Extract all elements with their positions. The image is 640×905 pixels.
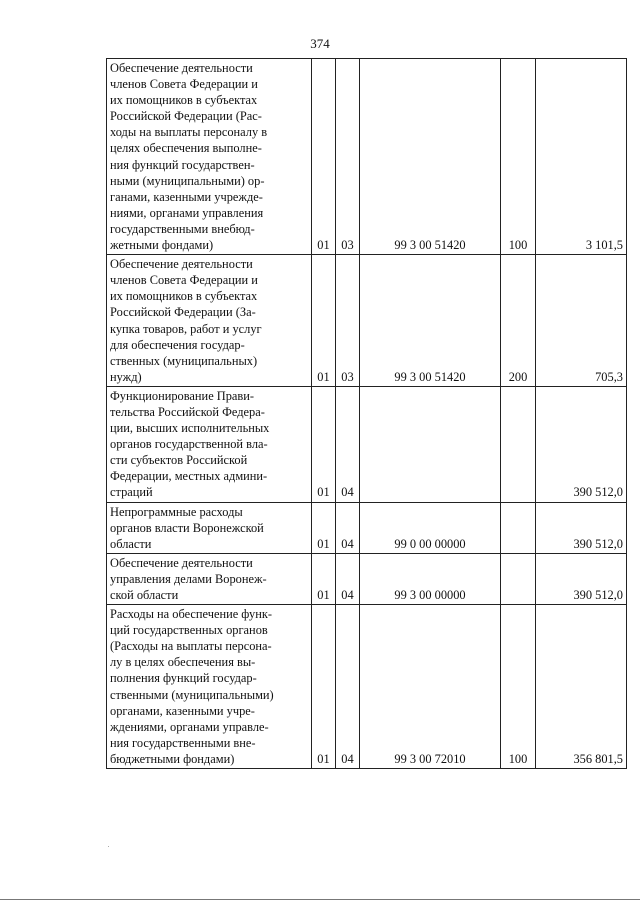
target-article-cell <box>360 386 501 502</box>
subsection-code-cell: 04 <box>336 553 360 604</box>
expense-name-line: страций <box>110 485 153 500</box>
expense-name-line: сти субъектов Российской <box>110 453 248 468</box>
table-body <box>107 59 627 769</box>
target-article-cell: 99 3 00 51420 <box>360 255 501 387</box>
expense-type-cell: 100 <box>501 59 536 255</box>
section-code-cell: 01 <box>312 605 336 769</box>
section-code-cell: 01 <box>312 255 336 387</box>
expense-name-line: области <box>110 536 152 551</box>
amount-cell: 390 512,0 <box>536 386 627 502</box>
expense-name-line: ственных (муниципальных) <box>110 353 258 368</box>
subsection-code-cell: 04 <box>336 502 360 553</box>
table-row <box>107 255 627 387</box>
expense-name-cell <box>107 59 312 255</box>
expense-name-line: для обеспечения государ- <box>110 337 245 352</box>
expense-name-line: Расходы на обеспечение функ- <box>110 607 272 622</box>
page-bottom-edge <box>0 899 640 900</box>
expense-name-line: членов Совета Федерации и <box>110 77 258 92</box>
expense-name-line: государственными внебюд- <box>110 221 255 236</box>
expense-name-cell <box>107 502 312 553</box>
expense-type-cell <box>501 502 536 553</box>
expense-name-line: ниями, органами управления <box>110 205 264 220</box>
expense-name-line: их помощников в субъектах <box>110 93 258 108</box>
amount-cell: 390 512,0 <box>536 502 627 553</box>
table-row <box>107 386 627 502</box>
expense-name-line: Обеспечение деятельности <box>110 257 253 272</box>
target-article-cell: 99 3 00 51420 <box>360 59 501 255</box>
expense-name-line: бюджетными фондами) <box>110 751 235 766</box>
expense-name-line: ственными (муниципальными) <box>110 687 274 702</box>
expense-type-cell <box>501 386 536 502</box>
expense-name-line: управления делами Воронеж- <box>110 571 267 586</box>
expense-name-line: ганами, казенными учрежде- <box>110 189 263 204</box>
expense-name-line: ния государственными вне- <box>110 735 256 750</box>
expense-name-line: органами, казенными учре- <box>110 703 255 718</box>
expense-name-line: жетными фондами) <box>110 238 214 253</box>
subsection-code-cell: 03 <box>336 59 360 255</box>
expense-name-line: ской области <box>110 588 179 602</box>
expense-name-line: целях обеспечения выполне- <box>110 141 262 156</box>
expense-name-line: Обеспечение деятельности <box>110 555 253 570</box>
amount-cell: 356 801,5 <box>536 605 627 769</box>
page-number: 374 <box>310 36 330 51</box>
expense-name-line: Российской Федерации (Рас- <box>110 109 262 124</box>
expense-name-line: нужд) <box>110 369 142 384</box>
expense-name-line: органов государственной вла- <box>110 437 268 452</box>
expense-name-line: ждениями, органами управле- <box>110 719 269 734</box>
section-code-cell: 01 <box>312 386 336 502</box>
expense-name-line: (Расходы на выплаты персона- <box>110 639 272 654</box>
amount-cell: 3 101,5 <box>536 59 627 255</box>
subsection-code-cell: 04 <box>336 386 360 502</box>
expense-type-cell <box>501 553 536 604</box>
expense-name-line: членов Совета Федерации и <box>110 273 258 288</box>
expense-name-cell <box>107 255 312 387</box>
expense-name-line: Федерации, местных админи- <box>110 469 268 484</box>
target-article-cell: 99 3 00 72010 <box>360 605 501 769</box>
expense-type-cell: 100 <box>501 605 536 769</box>
expense-name-line: тельства Российской Федера- <box>110 404 265 419</box>
section-code-cell: 01 <box>312 502 336 553</box>
expense-name-cell <box>107 386 312 502</box>
expense-name-cell <box>107 553 312 604</box>
expense-name-line: ходы на выплаты персоналу в <box>110 125 268 140</box>
target-article-cell: 99 0 00 00000 <box>360 502 501 553</box>
budget-table <box>106 58 627 769</box>
table-row <box>107 605 627 769</box>
expense-name-line: полнения функций государ- <box>110 671 257 686</box>
expense-name-line: лу в целях обеспечения вы- <box>110 655 256 670</box>
expense-name-cell <box>107 605 312 769</box>
expense-name-line: ными (муниципальными) ор- <box>110 173 265 188</box>
table-row <box>107 502 627 553</box>
scan-artifact <box>108 846 109 847</box>
expense-name-line: Непрограммные расходы <box>110 504 243 519</box>
expense-name-line: Российской Федерации (За- <box>110 305 256 320</box>
section-code-cell: 01 <box>312 553 336 604</box>
expense-name-line: Обеспечение деятельности <box>110 61 253 75</box>
subsection-code-cell: 04 <box>336 605 360 769</box>
table-row <box>107 59 627 255</box>
target-article-cell: 99 3 00 00000 <box>360 553 501 604</box>
expense-name-line: Функционирование Прави- <box>110 388 255 403</box>
amount-cell: 705,3 <box>536 255 627 387</box>
section-code-cell: 01 <box>312 59 336 255</box>
expense-name-line: купка товаров, работ и услуг <box>110 321 262 336</box>
expense-name-line: ния функций государствен- <box>110 157 255 172</box>
subsection-code-cell: 03 <box>336 255 360 387</box>
expense-type-cell: 200 <box>501 255 536 387</box>
expense-name-line: органов власти Воронежской <box>110 520 264 535</box>
amount-cell: 390 512,0 <box>536 553 627 604</box>
expense-name-line: ции, высших исполнительных <box>110 421 270 436</box>
expense-name-line: их помощников в субъектах <box>110 289 258 304</box>
table-row <box>107 553 627 604</box>
expense-name-line: ций государственных органов <box>110 623 268 638</box>
